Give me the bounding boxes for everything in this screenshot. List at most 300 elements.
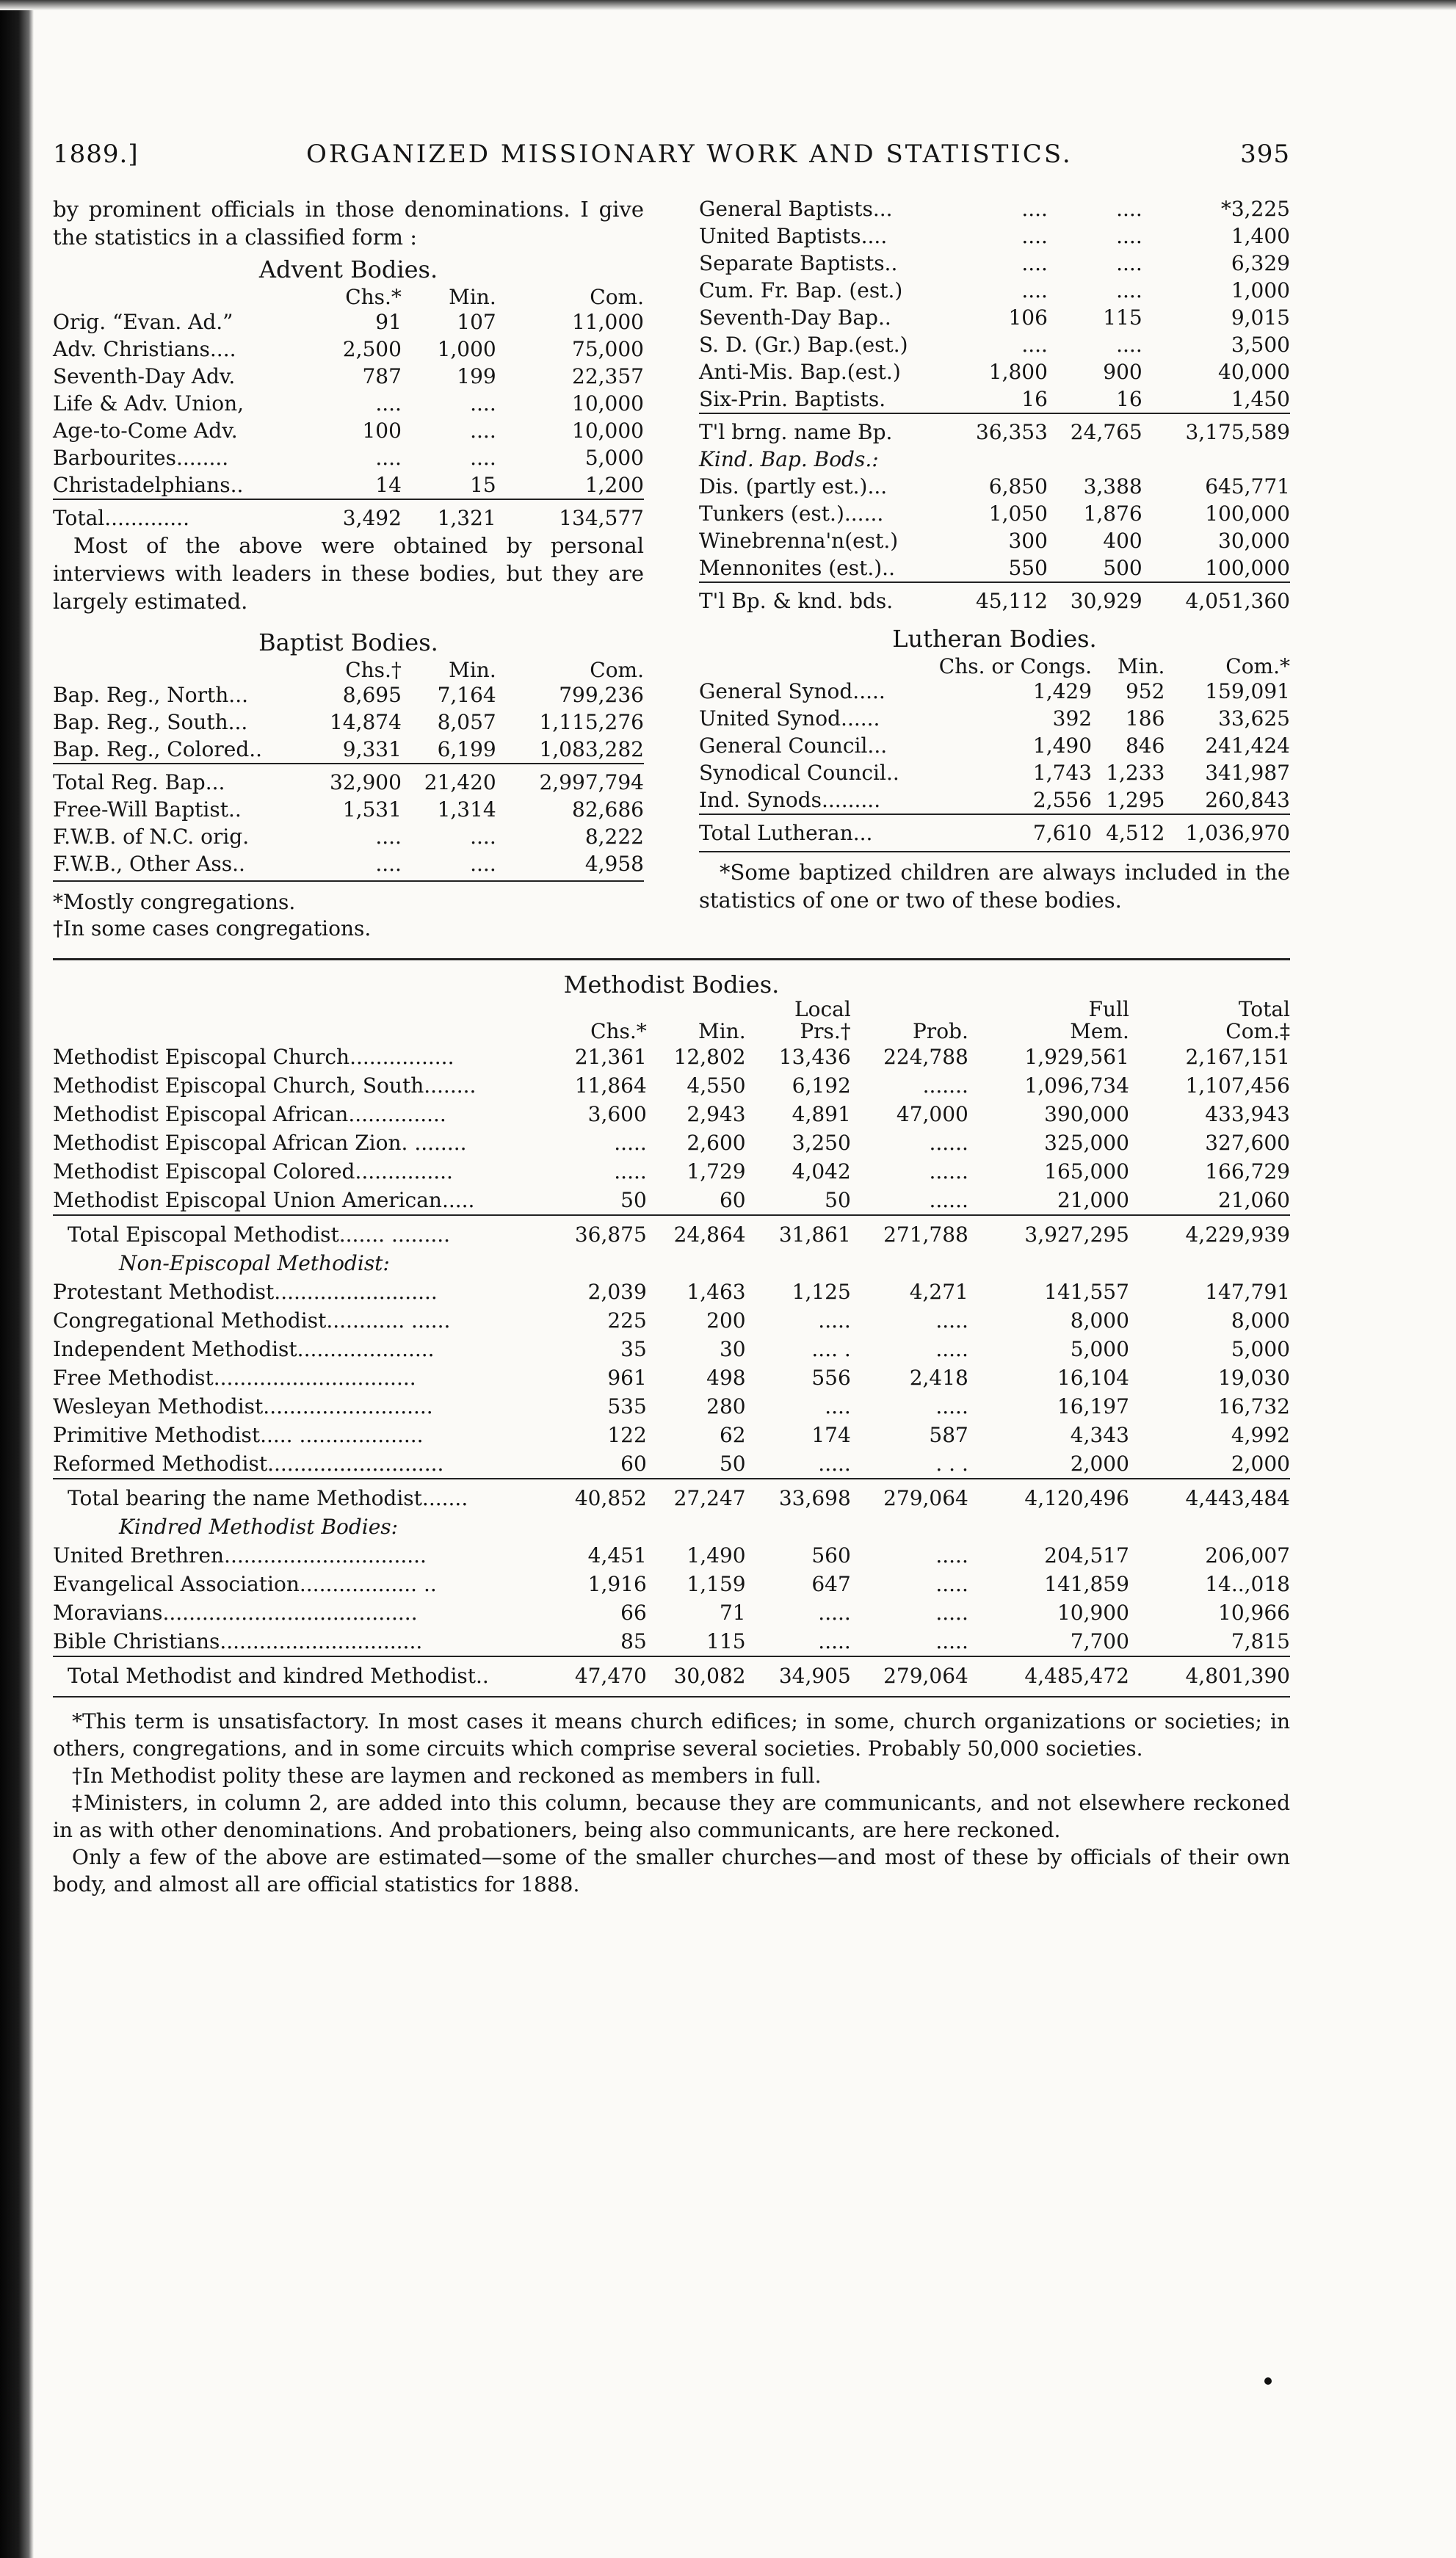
footnote: †In Methodist polity these are laymen and reckoned as members in full. (72, 1764, 822, 1788)
row-label: Methodist Episcopal Colored............... (53, 1159, 453, 1184)
row-value: 500 (1103, 556, 1142, 580)
row-label: United Brethren............................... (53, 1543, 427, 1568)
row-value: 4,801,390 (1129, 1656, 1290, 1690)
row-value: 325,000 (1044, 1131, 1129, 1155)
row-value: 4,042 (792, 1159, 851, 1184)
row-value: 30,000 (1218, 529, 1290, 553)
row-value: 16,197 (1057, 1394, 1129, 1419)
row-value: 280 (706, 1394, 746, 1419)
row-value: 8,000 (1070, 1308, 1129, 1333)
row-value: 107 (457, 310, 496, 334)
row-value: 1,050 (988, 501, 1048, 526)
row-value: 21,361 (574, 1045, 647, 1069)
methodist-title: Methodist Bodies. (563, 971, 780, 999)
table-row (53, 796, 644, 823)
table-row (53, 471, 644, 499)
row-value: 11,000 (572, 310, 644, 334)
row-value: 2,039 (587, 1280, 647, 1304)
baptist-continued-table (699, 195, 1290, 615)
row-value: 8,000 (1231, 1308, 1290, 1333)
table-row (53, 308, 644, 336)
table-row (53, 363, 644, 390)
row-value: 7,700 (1070, 1629, 1129, 1653)
row-value: 200 (706, 1308, 746, 1333)
row-value: 8,057 (437, 710, 496, 734)
left-column (53, 195, 644, 942)
table-row (53, 1043, 1290, 1071)
row-label: Reformed Methodist........................... (53, 1452, 444, 1476)
row-value: 6,329 (1231, 251, 1290, 275)
row-value: ...... (929, 1131, 968, 1155)
row-label: Orig. “Evan. Ad.” (53, 310, 233, 334)
row-value: .... (1021, 251, 1048, 275)
table-header-row (53, 286, 644, 308)
row-label: Moravians....................................... (53, 1601, 418, 1625)
table-header-row (53, 659, 644, 681)
row-value: 3,500 (1231, 333, 1290, 357)
kindred-methodist-title: Kindred Methodist Bodies: (119, 1515, 399, 1539)
row-value: 1,036,970 (1165, 814, 1290, 847)
table-row (53, 1392, 1290, 1421)
row-label: Methodist Episcopal Church................ (53, 1045, 454, 1069)
row-value: 8,695 (342, 683, 402, 707)
row-value: .... (825, 1394, 851, 1419)
col-header-top: Local (794, 997, 851, 1021)
total-row (699, 814, 1290, 847)
table-row (699, 705, 1290, 732)
total-row (699, 413, 1290, 446)
row-value: 1,096,734 (1024, 1073, 1129, 1098)
row-value: ..... (818, 1308, 851, 1333)
footnotes (53, 1696, 1290, 1898)
table-row (699, 331, 1290, 358)
row-value: .... (470, 446, 496, 470)
row-label: Life & Adv. Union, (53, 391, 245, 416)
row-label: Methodist Episcopal Union American..... (53, 1188, 475, 1212)
row-value: 846 (1125, 733, 1165, 758)
row-value: 241,424 (1205, 733, 1290, 758)
advent-table (53, 286, 644, 532)
row-value: 30,082 (647, 1656, 746, 1690)
row-value: 1,743 (1032, 761, 1093, 785)
row-label: United Baptists.... (699, 224, 888, 248)
row-value: 7,815 (1231, 1629, 1290, 1653)
table-row (699, 195, 1290, 222)
col-header-top (851, 999, 968, 1021)
row-value: 1,916 (587, 1572, 647, 1596)
row-label: Adv. Christians.... (53, 337, 236, 361)
row-label: Anti-Mis. Bap.(est.) (699, 360, 901, 384)
row-value: 2,997,794 (496, 764, 644, 796)
row-value: 10,966 (1218, 1601, 1290, 1625)
col-header: Min. (449, 285, 496, 309)
subsection-row (53, 1512, 1290, 1541)
row-label: F.W.B., Other Ass.. (53, 852, 245, 876)
table-row (699, 385, 1290, 413)
two-column-area (53, 195, 1290, 942)
row-value: ..... (935, 1337, 968, 1361)
row-value: 100 (362, 419, 402, 443)
row-value: 1,531 (342, 797, 402, 822)
table-row (53, 1100, 1290, 1128)
table-row (699, 732, 1290, 759)
row-value: 1,800 (988, 360, 1048, 384)
row-value: 1,107,456 (1185, 1073, 1290, 1098)
row-value: 40,000 (1218, 360, 1290, 384)
table-header-row (53, 999, 1290, 1021)
table-row (699, 500, 1290, 527)
table-row (699, 527, 1290, 554)
row-label: Methodist Episcopal Church, South........ (53, 1073, 477, 1098)
table-row (53, 1449, 1290, 1479)
col-header: Chs. or Congs. (938, 654, 1093, 678)
row-label: Bap. Reg., South... (53, 710, 248, 734)
row-value: 225 (607, 1308, 647, 1333)
methodist-table (53, 999, 1290, 1690)
row-value: 40,852 (535, 1479, 647, 1512)
row-value: 66 (620, 1601, 647, 1625)
row-value: 75,000 (572, 337, 644, 361)
footnote: Only a few of the above are estimated—some of the smaller churches—and most of these by officials of their own body, and almost all are official statistics for 1888. (53, 1845, 1290, 1896)
row-value: 1,115,276 (539, 710, 644, 734)
advent-title: Advent Bodies. (258, 256, 438, 283)
row-value: .... (470, 391, 496, 416)
col-header-top (647, 999, 746, 1021)
row-value: 433,943 (1205, 1102, 1290, 1126)
row-value: 498 (706, 1366, 746, 1390)
row-value: 5,000 (584, 446, 644, 470)
row-label: Primitive Methodist..... ................... (53, 1423, 424, 1447)
ink-speck (1264, 2377, 1272, 2385)
row-value: .... . (811, 1337, 851, 1361)
row-value: ..... (935, 1572, 968, 1596)
row-label: Age-to-Come Adv. (53, 419, 238, 443)
row-value: 1,429 (1032, 679, 1093, 703)
row-value: 799,236 (559, 683, 644, 707)
header-title: ORGANIZED MISSIONARY WORK AND STATISTICS. (305, 140, 1073, 169)
row-value: 279,064 (851, 1656, 968, 1690)
table-row (699, 222, 1290, 250)
row-value: 271,788 (851, 1215, 968, 1249)
baptist-note-1: *Mostly congregations. (53, 890, 296, 914)
table-row (53, 1157, 1290, 1186)
row-value: 30 (719, 1337, 746, 1361)
row-value: 3,250 (792, 1131, 851, 1155)
table-row (53, 823, 644, 850)
table-row (53, 336, 644, 363)
row-value: 6,199 (437, 737, 496, 761)
row-value: 645,771 (1205, 474, 1290, 499)
row-value: 16,104 (1057, 1366, 1129, 1390)
row-value: 36,353 (959, 413, 1048, 446)
row-value: .... (375, 446, 402, 470)
table-row (53, 736, 644, 764)
row-value: 21,000 (1057, 1188, 1129, 1212)
row-value: 7,610 (929, 814, 1092, 847)
table-row (699, 678, 1290, 705)
table-header-row (53, 1021, 1290, 1043)
row-label: Ind. Synods......... (699, 788, 881, 812)
row-value: 3,600 (587, 1102, 647, 1126)
row-label: United Synod...... (699, 706, 880, 731)
row-value: 9,015 (1231, 305, 1290, 330)
right-column (699, 195, 1290, 942)
row-value: 392 (1052, 706, 1093, 731)
row-value: 206,007 (1205, 1543, 1290, 1568)
row-value: 186 (1125, 706, 1165, 731)
table-row (699, 250, 1290, 277)
row-value: 16 (1116, 387, 1142, 411)
row-value: 6,192 (792, 1073, 851, 1098)
row-value: 91 (375, 310, 402, 334)
row-value: 50 (719, 1452, 746, 1476)
table-row (53, 1570, 1290, 1598)
row-value: 787 (362, 364, 402, 388)
table-row (53, 709, 644, 736)
row-value: .... (375, 852, 402, 876)
row-label: Seventh-Day Bap.. (699, 305, 891, 330)
baptist-title: Baptist Bodies. (258, 628, 438, 656)
table-row (699, 277, 1290, 304)
lutheran-note: *Some baptized children are always included in the statistics of one or two of these bodies. (699, 860, 1290, 913)
non-episcopal-title: Non-Episcopal Methodist: (119, 1251, 390, 1275)
table-row (53, 417, 644, 444)
table-row (53, 681, 644, 709)
row-value: 1,490 (687, 1543, 746, 1568)
row-value: .... (1116, 251, 1142, 275)
row-label: S. D. (Gr.) Bap.(est.) (699, 333, 908, 357)
row-value: 4,229,939 (1129, 1215, 1290, 1249)
row-value: 34,905 (746, 1656, 851, 1690)
row-value: 300 (1008, 529, 1048, 553)
row-label: Bible Christians............................... (53, 1629, 423, 1653)
row-value: 62 (719, 1423, 746, 1447)
footnote: *This term is unsatisfactory. In most cases it means church edifices; in some, church organizations or societies; in others, congregations, and in some circuits which comprise several societies. Probably 50,000 societies. (53, 1709, 1290, 1761)
row-value: 9,331 (342, 737, 402, 761)
row-value: 4,451 (587, 1543, 647, 1568)
subsection-row (53, 1249, 1290, 1278)
row-value: 22,357 (572, 364, 644, 388)
row-value: 4,051,360 (1142, 582, 1290, 615)
row-value: 10,000 (572, 391, 644, 416)
row-label: T'l Bp. & knd. bds. (699, 582, 959, 615)
row-value: 14..,018 (1205, 1572, 1290, 1596)
col-header: Mem. (1070, 1019, 1129, 1043)
row-label: Total bearing the name Methodist....... (53, 1479, 535, 1512)
row-label: Congregational Methodist............ ...... (53, 1308, 451, 1333)
col-header: Com. (590, 285, 644, 309)
row-value: 16,732 (1218, 1394, 1290, 1419)
row-label: Protestant Methodist......................... (53, 1280, 438, 1304)
row-value: 1,876 (1083, 501, 1142, 526)
row-value: ..... (818, 1601, 851, 1625)
row-value: 647 (811, 1572, 851, 1596)
row-value: 961 (607, 1366, 647, 1390)
row-label: Bap. Reg., North... (53, 683, 248, 707)
row-label: Tunkers (est.)...... (699, 501, 884, 526)
col-header: Min. (698, 1019, 746, 1043)
row-value: 159,091 (1205, 679, 1290, 703)
row-value: ..... (614, 1159, 647, 1184)
row-value: 19,030 (1218, 1366, 1290, 1390)
col-header: Com.‡ (1225, 1019, 1290, 1043)
row-value: 327,600 (1205, 1131, 1290, 1155)
row-label: Six-Prin. Baptists. (699, 387, 886, 411)
table-row (53, 444, 644, 471)
row-value: 204,517 (1044, 1543, 1129, 1568)
table-row (53, 1128, 1290, 1157)
row-label: Evangelical Association.................. .. (53, 1572, 437, 1596)
row-value: 24,765 (1048, 413, 1142, 446)
row-value: .... (1116, 224, 1142, 248)
row-value: 3,492 (313, 499, 402, 532)
col-header: Chs.* (345, 285, 402, 309)
row-value: .... (1021, 333, 1048, 357)
row-label: Wesleyan Methodist.......................... (53, 1394, 433, 1419)
row-value: 45,112 (959, 582, 1048, 615)
row-value: 10,900 (1057, 1601, 1129, 1625)
row-value: 3,388 (1083, 474, 1142, 499)
row-value: ..... (818, 1629, 851, 1653)
row-value: 3,175,589 (1142, 413, 1290, 446)
row-label: Total Episcopal Methodist....... ......... (53, 1215, 535, 1249)
row-value: 100,000 (1205, 501, 1290, 526)
row-value: 141,557 (1044, 1280, 1129, 1304)
lutheran-table (699, 656, 1290, 847)
row-value: 13,436 (778, 1045, 851, 1069)
total-row (699, 582, 1290, 615)
table-row (699, 473, 1290, 500)
col-header-top: Total (1238, 997, 1290, 1021)
row-value: 900 (1103, 360, 1142, 384)
row-value: 100,000 (1205, 556, 1290, 580)
row-value: 21,060 (1218, 1188, 1290, 1212)
kindred-baptist-title: Kind. Bap. Bods.: (699, 447, 879, 471)
row-value: ..... (935, 1601, 968, 1625)
row-value: 33,625 (1218, 706, 1290, 731)
row-label: Separate Baptists.. (699, 251, 898, 275)
row-value: 166,729 (1205, 1159, 1290, 1184)
row-value: 2,000 (1231, 1452, 1290, 1476)
row-value: 50 (620, 1188, 647, 1212)
row-value: 4,550 (687, 1073, 746, 1098)
table-row (53, 1363, 1290, 1392)
row-value: 82,686 (572, 797, 644, 822)
lutheran-title: Lutheran Bodies. (892, 625, 1097, 653)
advent-note: Most of the above were obtained by personal interviews with leaders in these bodies, but they are largely estimated. (53, 533, 644, 614)
col-header: Prs.† (800, 1019, 851, 1043)
table-row (53, 390, 644, 417)
row-value: .... (1116, 197, 1142, 221)
row-value: *3,225 (1220, 197, 1290, 221)
row-value: 115 (706, 1629, 746, 1653)
row-value: .... (470, 419, 496, 443)
row-value: ..... (935, 1629, 968, 1653)
page (53, 140, 1290, 1898)
table-row (53, 1278, 1290, 1306)
row-value: 12,802 (673, 1045, 746, 1069)
section-divider (53, 958, 1290, 960)
row-value: 134,577 (496, 499, 644, 532)
col-header: Prob. (912, 1019, 968, 1043)
table-header-row (699, 656, 1290, 678)
running-header (53, 140, 1290, 169)
row-value: 4,271 (909, 1280, 968, 1304)
row-value: 8,222 (584, 825, 644, 849)
total-row (53, 1479, 1290, 1512)
row-value: ..... (935, 1308, 968, 1333)
row-label: Cum. Fr. Bap. (est.) (699, 278, 903, 302)
row-value: 1,463 (687, 1280, 746, 1304)
row-value: 16 (1021, 387, 1048, 411)
table-row (53, 1186, 1290, 1215)
row-label: Dis. (partly est.)... (699, 474, 888, 499)
header-year: 1889.] (53, 140, 139, 169)
row-value: .... (1116, 278, 1142, 302)
row-value: 122 (607, 1423, 647, 1447)
total-row (53, 1656, 1290, 1690)
row-value: 4,443,484 (1129, 1479, 1290, 1512)
row-value: 1,450 (1231, 387, 1290, 411)
row-value: 10,000 (572, 419, 644, 443)
page-binding-shadow (0, 0, 34, 2558)
row-value: 15 (470, 473, 496, 497)
row-label: Methodist Episcopal African Zion. ........ (53, 1131, 467, 1155)
row-value: ..... (818, 1452, 851, 1476)
col-header: Com.* (1225, 654, 1290, 678)
row-value: 71 (719, 1601, 746, 1625)
row-value: 1,125 (792, 1280, 851, 1304)
row-label: Free Methodist............................... (53, 1366, 416, 1390)
row-value: 6,850 (988, 474, 1048, 499)
col-header: Chs.† (345, 658, 402, 682)
table-row (53, 1598, 1290, 1627)
row-value: 1,400 (1231, 224, 1290, 248)
row-value: 4,992 (1231, 1423, 1290, 1447)
row-value: 1,233 (1106, 761, 1165, 785)
row-value: 1,314 (437, 797, 496, 822)
row-value: 4,958 (584, 852, 644, 876)
row-value: 4,343 (1070, 1423, 1129, 1447)
row-label: Christadelphians.. (53, 473, 244, 497)
row-value: 31,861 (746, 1215, 851, 1249)
row-value: .... (375, 391, 402, 416)
row-value: 4,485,472 (968, 1656, 1129, 1690)
table-row (53, 1306, 1290, 1335)
row-value: 1,295 (1106, 788, 1165, 812)
row-label: Independent Methodist..................... (53, 1337, 435, 1361)
table-row (699, 554, 1290, 582)
row-value: 30,929 (1048, 582, 1142, 615)
row-label: Winebrenna'n(est.) (699, 529, 899, 553)
row-label: T'l brng. name Bp. (699, 413, 959, 446)
intro-text: by prominent officials in those denominations. I give the statistics in a classified form : (53, 197, 644, 250)
row-value: 147,791 (1205, 1280, 1290, 1304)
row-value: 21,420 (402, 764, 496, 796)
row-value: 85 (620, 1629, 647, 1653)
row-value: 390,000 (1044, 1102, 1129, 1126)
row-value: ...... (929, 1188, 968, 1212)
row-value: .... (1021, 278, 1048, 302)
row-value: 1,729 (687, 1159, 746, 1184)
table-row (699, 358, 1290, 385)
row-value: 5,000 (1231, 1337, 1290, 1361)
row-value: 7,164 (437, 683, 496, 707)
total-row (53, 764, 644, 796)
row-value: 60 (620, 1452, 647, 1476)
row-value: 2,418 (909, 1366, 968, 1390)
row-value: 32,900 (313, 764, 402, 796)
